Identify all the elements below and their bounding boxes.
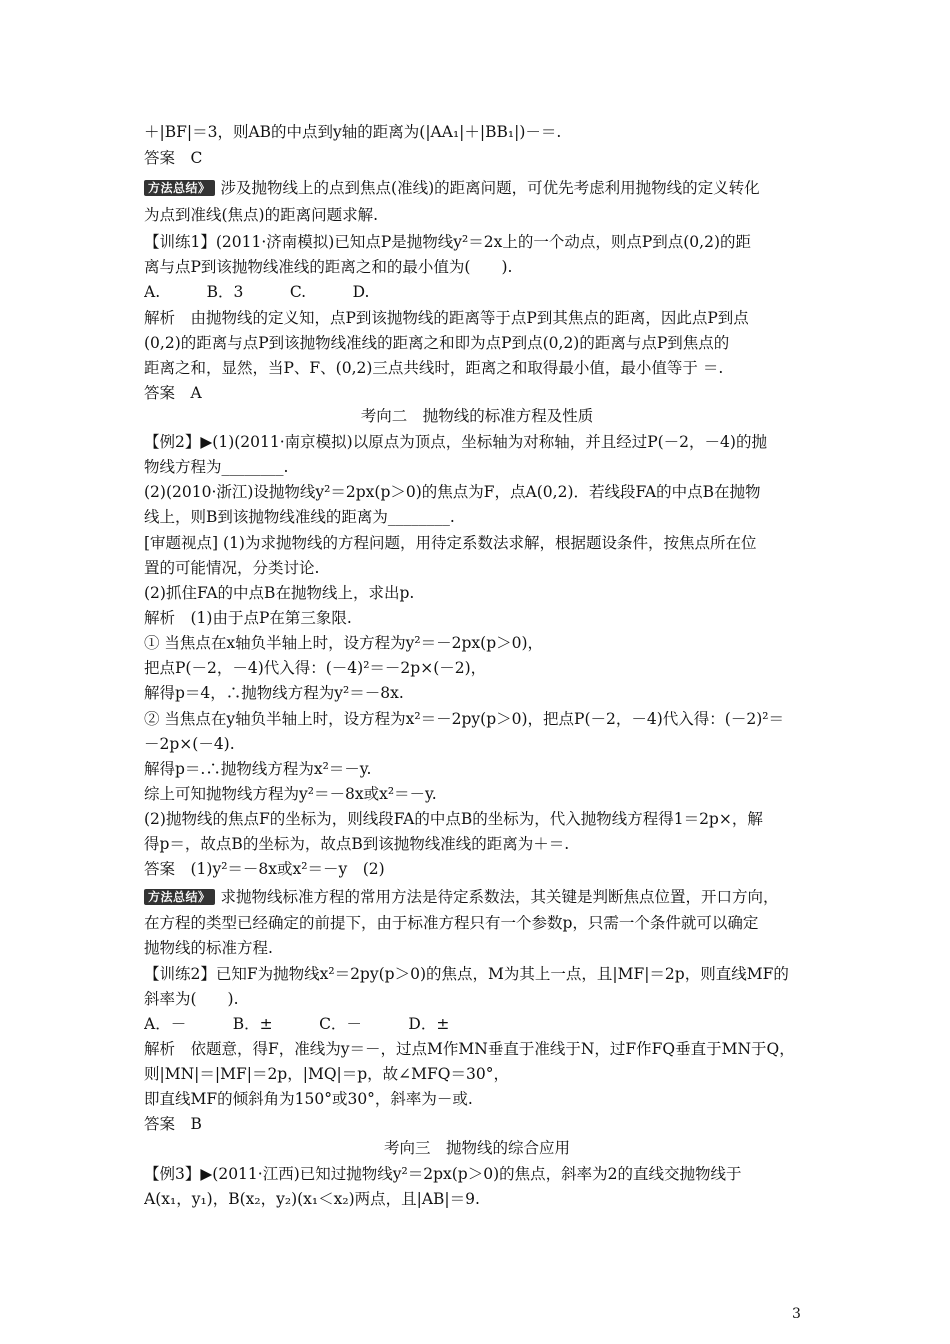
text-line: 抛物线的标准方程. [144, 939, 273, 957]
text-line: 答案 B [144, 1115, 202, 1133]
text-line: [审题视点] (1)为求抛物线的方程问题，用待定系数法求解，根据题设条件，按焦点所在位 [144, 534, 757, 552]
text-line: ＋|BF|＝3，则AB的中点到y轴的距离为(|AA₁|＋|BB₁|)－＝. [144, 123, 562, 141]
text-line: 求抛物线标准方程的常用方法是待定系数法，其关键是判断焦点位置，开口方向， [220, 888, 779, 906]
page-number: 3 [792, 1306, 801, 1322]
text-line: 【例2】▶(1)(2011·南京模拟)以原点为顶点，坐标轴为对称轴，并且经过P(－2，－4)的抛 [144, 433, 767, 451]
method-summary-line [144, 178, 810, 198]
text-line: 解析 依题意，得F，准线为y＝－，过点M作MN垂直于准线于N，过F作FQ垂直于MN于Q， [144, 1040, 795, 1058]
text-line: 解析 由抛物线的定义知，点P到该抛物线的距离等于点P到其焦点的距离，因此点P到点 [144, 309, 749, 327]
text-line: (0,2)的距离与点P到该抛物线准线的距离之和即为点P到点(0,2)的距离与点P到焦点的 [144, 334, 730, 352]
text-line: 则|MN|＝|MF|＝2p，|MQ|＝p，故∠MFQ＝30°， [144, 1065, 509, 1083]
section-heading: 考向三 抛物线的综合应用 [383, 1139, 570, 1157]
text-line: 在方程的类型已经确定的前提下，由于标准方程只有一个参数p，只需一个条件就可以确定 [144, 914, 759, 932]
text-line: 综上可知抛物线方程为y²＝－8x或x²＝－y. [144, 785, 437, 803]
text-line: 置的可能情况，分类讨论. [144, 559, 320, 577]
text-line: (2)抛物线的焦点F的坐标为，则线段FA的中点B的坐标为，代入抛物线方程得1＝2p×，解 [144, 810, 763, 828]
text-line: 答案 (1)y²＝－8x或x²＝－y (2) [144, 860, 385, 878]
text-line: ① 当焦点在x轴负半轴上时，设方程为y²＝－2px(p＞0)， [144, 634, 544, 652]
text-line: A(x₁，y₁)，B(x₂，y₂)(x₁＜x₂)两点，且|AB|＝9. [144, 1190, 480, 1208]
text-line: 【训练1】(2011·济南模拟)已知点P是抛物线y²＝2x上的一个动点，则点P到点(0,2)的距 [144, 233, 752, 251]
answer-options: A. B．3 C. D. [144, 283, 370, 301]
text-line: 解得p＝4，∴抛物线方程为y²＝－8x. [144, 684, 404, 702]
text-line: 物线方程为________. [144, 458, 289, 476]
text-line: 涉及抛物线上的点到焦点(准线)的距离问题，可优先考虑利用抛物线的定义转化 [220, 179, 760, 197]
text-line: 答案 A [144, 384, 202, 402]
text-line: 距离之和，显然，当P、F、(0,2)三点共线时，距离之和取得最小值，最小值等于 ＝. [144, 359, 724, 377]
text-line: 【训练2】已知F为抛物线x²＝2py(p＞0)的焦点，M为其上一点，且|MF|＝2p，则直线MF的 [144, 965, 789, 983]
text-line: 答案 C [144, 149, 203, 167]
answer-options: A．－ B．± C．－ D．± [144, 1015, 450, 1033]
text-line: 解析 (1)由于点P在第三象限. [144, 609, 352, 627]
text-line: (2)抓住FA的中点B在抛物线上，求出p. [144, 584, 415, 602]
text-line: 线上，则B到该抛物线准线的距离为________. [144, 508, 455, 526]
text-line: 斜率为( ). [144, 990, 239, 1008]
text-line: 解得p＝.∴抛物线方程为x²＝－y. [144, 760, 372, 778]
text-line: 即直线MF的倾斜角为150°或30°，斜率为－或. [144, 1090, 473, 1108]
text-line: －2p×(－4). [144, 735, 235, 753]
text-line: 为点到准线(焦点)的距离问题求解. [144, 206, 379, 224]
method-summary-badge: 方法总结》 [144, 889, 215, 905]
text-line: 【例3】▶(2011·江西)已知过抛物线y²＝2px(p＞0)的焦点，斜率为2的直线交抛物线于 [144, 1165, 742, 1183]
section-heading: 考向二 抛物线的标准方程及性质 [360, 407, 594, 425]
method-summary-badge: 方法总结》 [144, 180, 215, 196]
text-line: 离与点P到该抛物线准线的距离之和的最小值为( ). [144, 258, 513, 276]
text-line: ② 当焦点在y轴负半轴上时，设方程为x²＝－2py(p＞0)，把点P(－2，－4)代入得：(－2)²＝ [144, 710, 784, 728]
text-line: (2)(2010·浙江)设抛物线y²＝2px(p＞0)的焦点为F，点A(0,2)．若线段FA的中点B在抛物 [144, 483, 761, 501]
method-summary-line [144, 887, 810, 907]
text-line: 把点P(－2，－4)代入得：(－4)²＝－2p×(－2)， [144, 659, 487, 677]
text-line: 得p＝，故点B的坐标为，故点B到该抛物线准线的距离为＋＝. [144, 835, 570, 853]
